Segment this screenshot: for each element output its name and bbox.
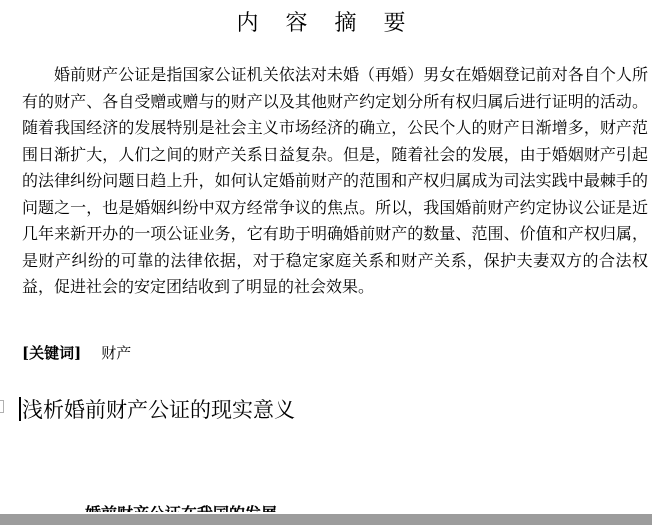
keywords-line xyxy=(22,342,131,364)
keywords-value: 财产 xyxy=(101,344,132,362)
abstract-body: 婚前财产公证是指国家公证机关依法对未婚（再婚）男女在婚姻登记前对各自个人所有的财产、各自受赠或赠与的财产以及其他财产约定划分所有权归属后进行证明的活动。随着我国经济的发展特别是社会主义市场经济的确立，公民个人的财产日渐增多，财产范围日渐扩大，人们之间的财产关系日益复杂。但是，随着社会的发展，由于婚姻财产引起的法律纠纷问题日趋上升，如何认定婚前财产的范围和产权归属成为司法实践中最棘手的问题之一，也是婚姻纠纷中双方经常争议的焦点。所以，我国婚前财产约定协议公证是近几年来新开办的一项公证业务，它有助于明确婚前财产的数量、范围、价值和产权归属，是财产纠纷的可靠的法律依据，对于稳定家庭关系和财产关系，保护夫妻双方的合法权益，促进社会的安定团结收到了明显的社会效果。 xyxy=(22,65,648,296)
abstract-title: 内 容 摘 要 xyxy=(236,11,416,36)
article-heading[interactable]: 浅析婚前财产公证的现实意义 xyxy=(22,398,295,422)
text-caret xyxy=(19,397,21,421)
keywords-label: [关键词] xyxy=(22,344,82,362)
paragraph-mark-icon xyxy=(0,400,4,413)
page-break-gap xyxy=(0,514,652,525)
